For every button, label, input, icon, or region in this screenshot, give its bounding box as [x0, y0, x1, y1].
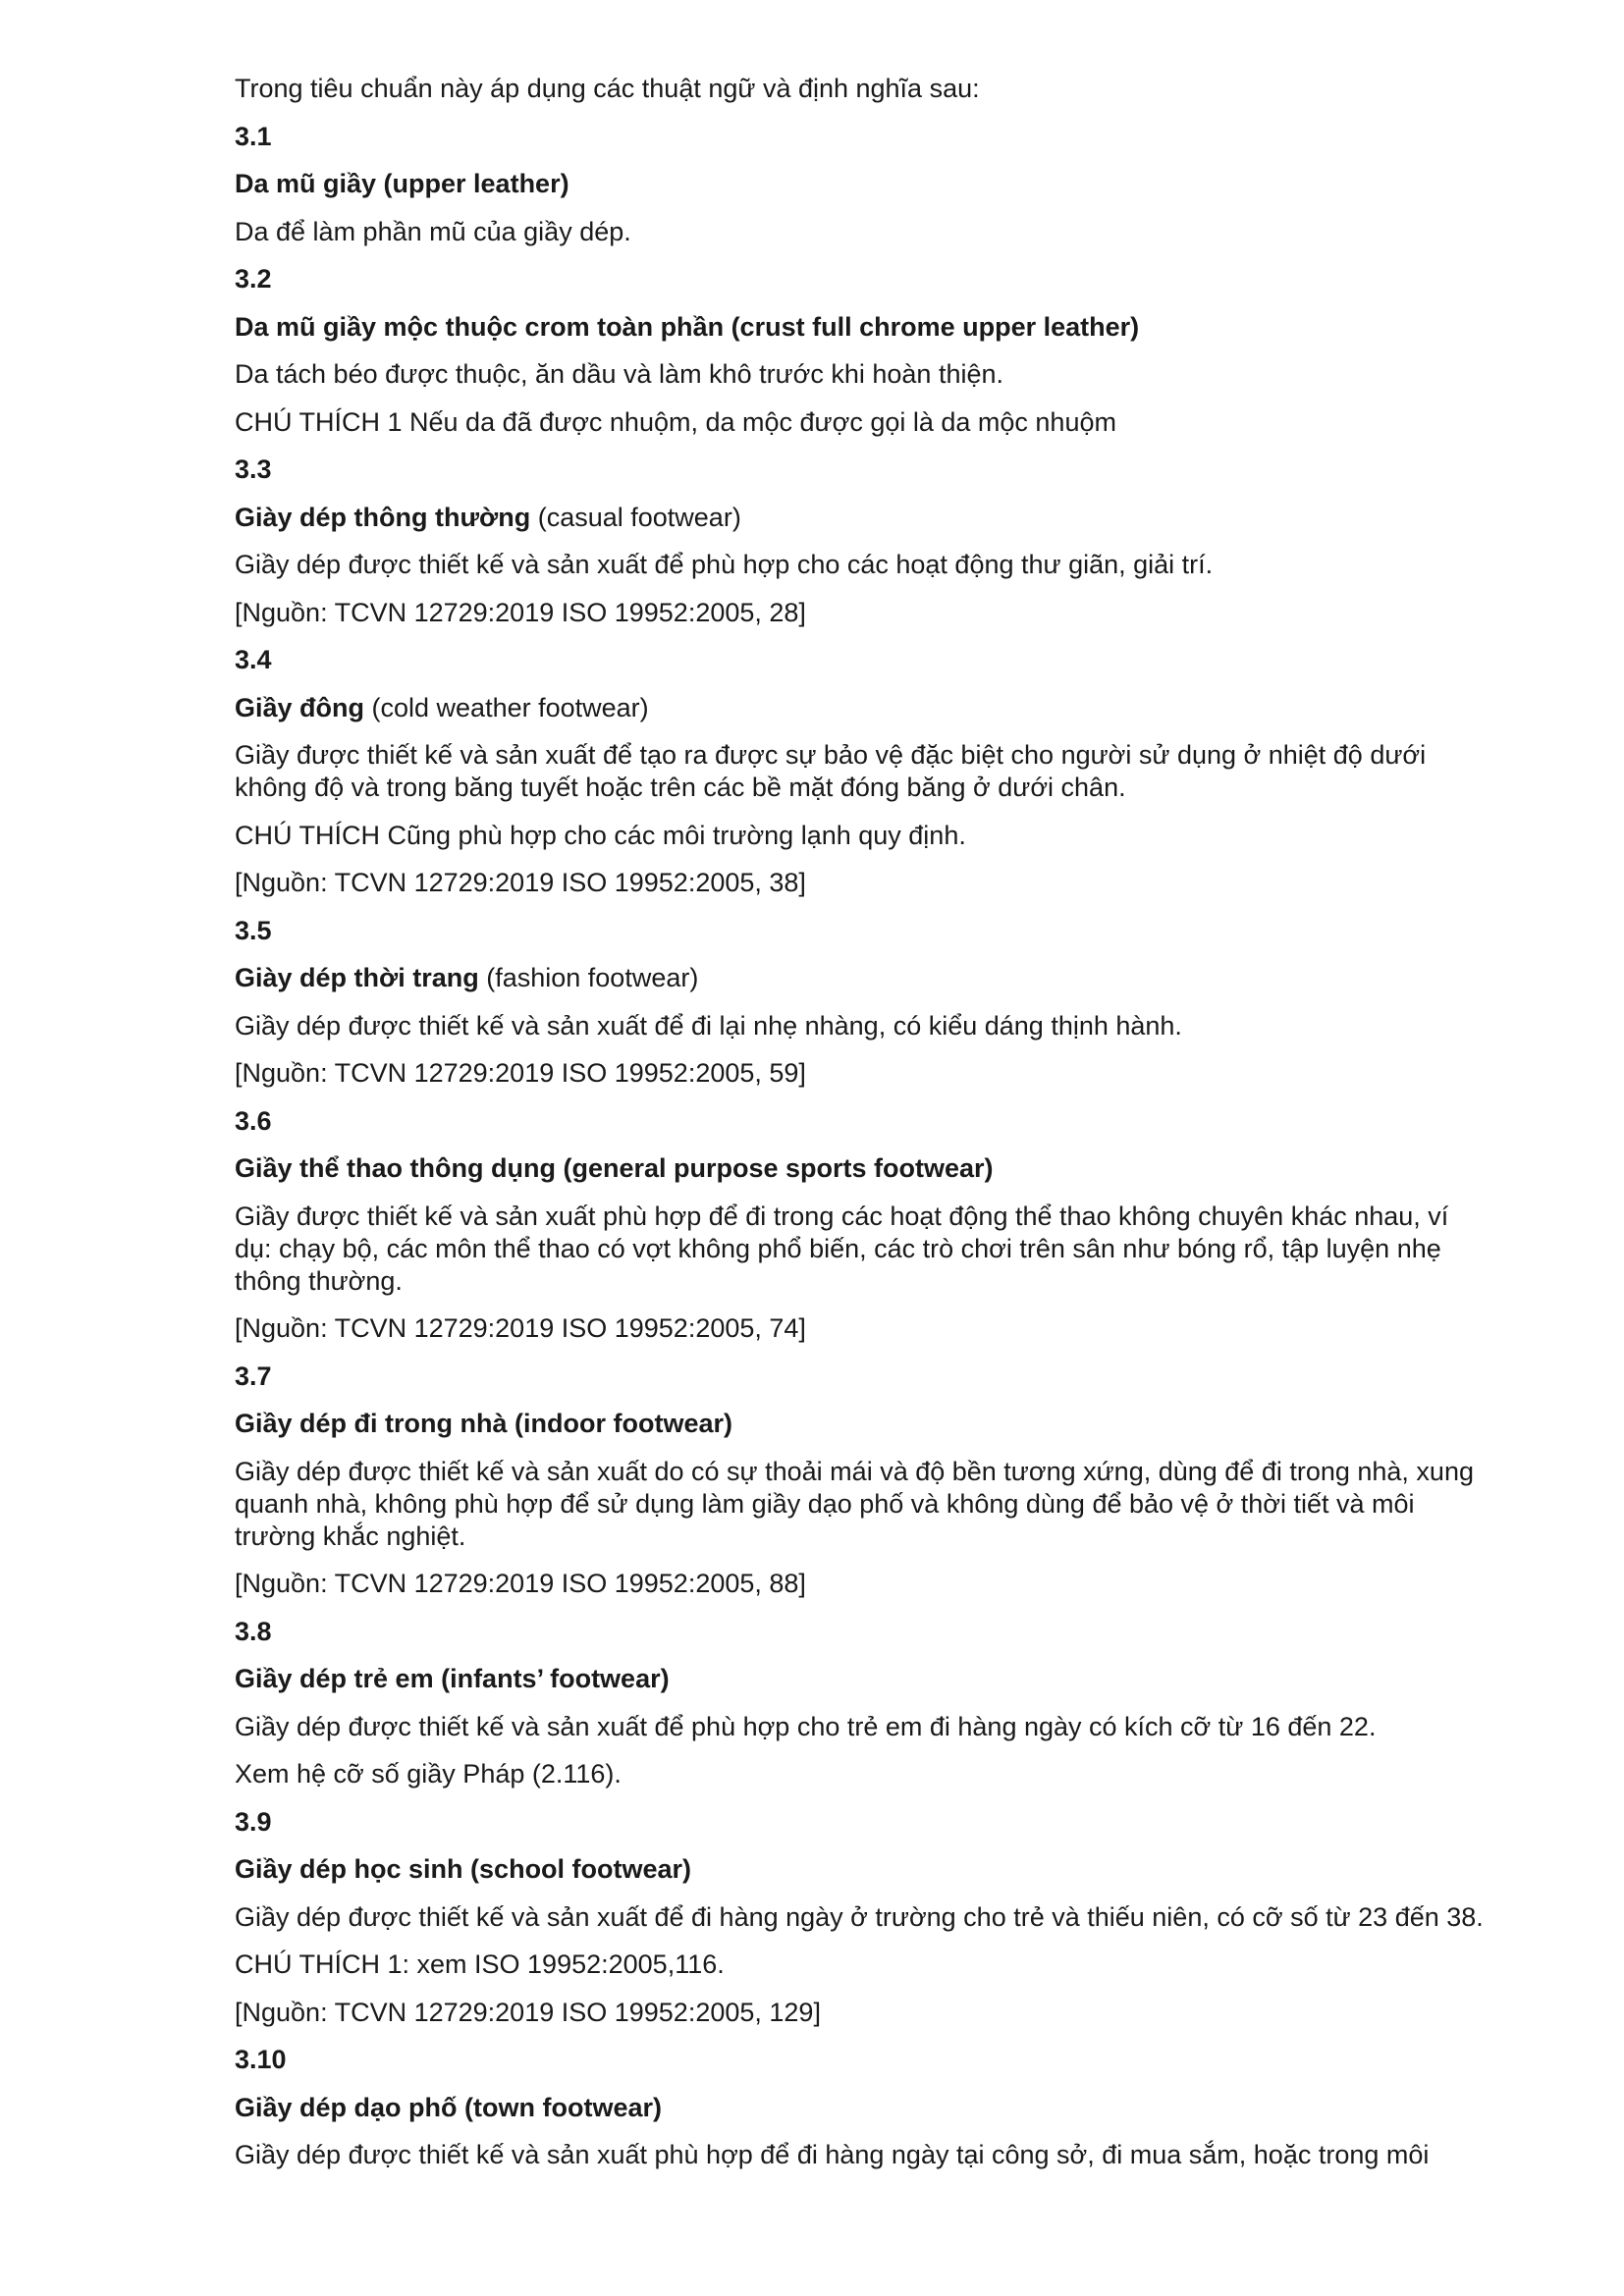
term-number: 3.7	[235, 1361, 272, 1391]
term-heading-english: (fashion footwear)	[478, 963, 699, 992]
term-number: 3.4	[235, 645, 272, 674]
term-heading	[235, 692, 1491, 724]
term-number: 3.1	[235, 121, 272, 151]
term-definition: Giầy được thiết kế và sản xuất để tạo ra được sự bảo vệ đặc biệt cho người sử dụng ở nhiệt độ dưới không độ và trong băng tuyết hoặc trên các bề mặt đóng băng ở dưới chân.	[235, 740, 1427, 802]
term-source: [Nguồn: TCVN 12729:2019 ISO 19952:2005, 74]	[235, 1313, 806, 1343]
term-definition: Giầy dép được thiết kế và sản xuất phù hợp để đi hàng ngày tại công sở, đi mua sắm, hoặc trong môi	[235, 2140, 1430, 2169]
term-definition: Giầy dép được thiết kế và sản xuất để phù hợp cho trẻ em đi hàng ngày có kích cỡ từ 16 đến 22.	[235, 1711, 1377, 1741]
term-heading-lead: Giầy đông	[235, 692, 365, 722]
term-heading-english: (casual footwear)	[530, 502, 741, 532]
term-heading	[235, 502, 1491, 534]
term-source: [Nguồn: TCVN 12729:2019 ISO 19952:2005, 129]	[235, 1997, 821, 2027]
term-definition: Giầy dép được thiết kế và sản xuất để đi lại nhẹ nhàng, có kiểu dáng thịnh hành.	[235, 1010, 1182, 1041]
term-heading: Giầy thể thao thông dụng (general purpose sports footwear)	[235, 1153, 994, 1183]
term-heading: Giầy dép đi trong nhà (indoor footwear)	[235, 1409, 732, 1438]
term-definition: Giầy dép được thiết kế và sản xuất để phù hợp cho các hoạt động thư giãn, giải trí.	[235, 550, 1214, 579]
term-definition: Giầy dép được thiết kế và sản xuất do có sự thoải mái và độ bền tương xứng, dùng để đi trong nhà, xung quanh nhà, không phù hợp để sử dụng làm giầy dạo phố và không dùng để bảo vệ ở thời tiết và môi trường khắc nghiệt.	[235, 1456, 1474, 1551]
term-heading: Da mũ giầy mộc thuộc crom toàn phần (crust full chrome upper leather)	[235, 311, 1140, 342]
term-definition: Giầy được thiết kế và sản xuất phù hợp để đi trong các hoạt động thể thao không chuyên khác nhau, ví dụ: chạy bộ, các môn thể thao có vợt không phổ biến, các trò chơi trên sân như bóng rổ, tập luyện nhẹ thông thường.	[235, 1201, 1449, 1296]
term-definition: Giầy dép được thiết kế và sản xuất để đi hàng ngày ở trường cho trẻ và thiếu niên, có cỡ số từ 23 đến 38.	[235, 1901, 1484, 1932]
term-number: 3.10	[235, 2045, 287, 2074]
term-definition: Da tách béo được thuộc, ăn dầu và làm khô trước khi hoàn thiện.	[235, 359, 1003, 389]
term-number: 3.3	[235, 454, 272, 484]
term-number: 3.6	[235, 1105, 272, 1136]
intro-text: Trong tiêu chuẩn này áp dụng các thuật ngữ và định nghĩa sau:	[235, 74, 980, 103]
term-note: CHÚ THÍCH 1: xem ISO 19952:2005,116.	[235, 1949, 725, 1979]
term-heading: Giầy dép dạo phố (town footwear)	[235, 2092, 662, 2122]
term-definition: Da để làm phần mũ của giầy dép.	[235, 216, 631, 246]
term-number: 3.5	[235, 915, 272, 945]
document-page	[235, 73, 1491, 2187]
term-note: CHÚ THÍCH Cũng phù hợp cho các môi trường lạnh quy định.	[235, 820, 966, 850]
term-heading: Giầy dép trẻ em (infants’ footwear)	[235, 1664, 670, 1693]
term-heading-lead: Giày dép thời trang	[235, 963, 479, 992]
term-note: Xem hệ cỡ số giầy Pháp (2.116).	[235, 1759, 622, 1789]
term-source: [Nguồn: TCVN 12729:2019 ISO 19952:2005, 38]	[235, 868, 806, 897]
term-source: [Nguồn: TCVN 12729:2019 ISO 19952:2005, 59]	[235, 1058, 806, 1088]
term-number: 3.8	[235, 1616, 272, 1646]
term-source: [Nguồn: TCVN 12729:2019 ISO 19952:2005, 88]	[235, 1569, 806, 1598]
term-heading: Giầy dép học sinh (school footwear)	[235, 1854, 692, 1884]
term-number: 3.2	[235, 264, 272, 294]
term-source: [Nguồn: TCVN 12729:2019 ISO 19952:2005, 28]	[235, 597, 806, 627]
term-heading-lead: Giày dép thông thường	[235, 502, 531, 532]
term-number: 3.9	[235, 1806, 272, 1837]
term-note: CHÚ THÍCH 1 Nếu da đã được nhuộm, da mộc được gọi là da mộc nhuộm	[235, 406, 1116, 437]
term-heading: Da mũ giầy (upper leather)	[235, 169, 569, 198]
term-heading-english: (cold weather footwear)	[364, 692, 649, 722]
term-heading	[235, 962, 1491, 994]
